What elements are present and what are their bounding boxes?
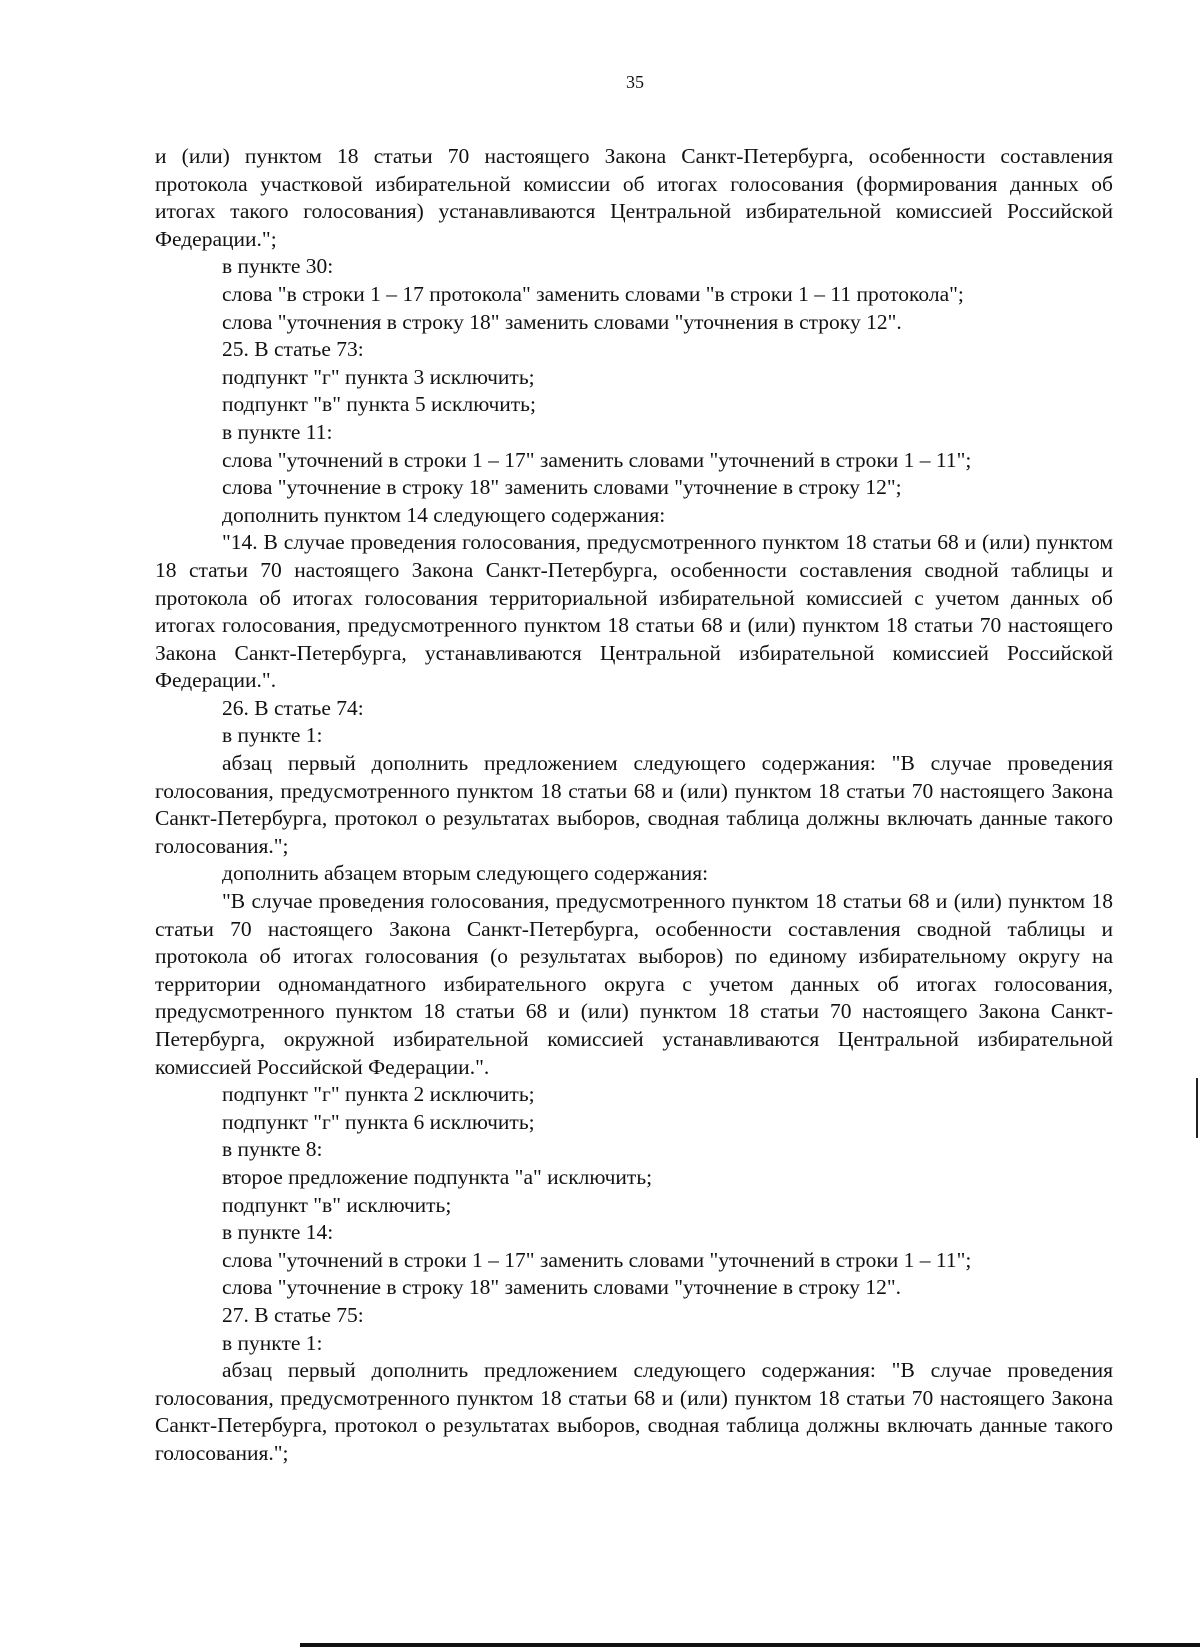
paragraph: слова "уточнение в строку 18" заменить словами "уточнение в строку 12";: [222, 475, 902, 500]
paragraph: и (или) пунктом 18 статьи 70 настоящего Закона Санкт-Петербурга, особенности составления протокола участковой избирательной комиссии об итогах голосования (формирования данных об итогах такого голосования) устанавливаются Центральной избирательной комиссией Российской Федерации.";: [155, 144, 1113, 251]
paragraph: в пункте 1:: [222, 723, 323, 748]
paragraph: слова "в строки 1 – 17 протокола" заменить словами "в строки 1 – 11 протокола";: [222, 281, 964, 306]
paragraph: 26. В статье 74:: [222, 695, 364, 720]
paragraph: 27. В статье 75:: [222, 1302, 364, 1327]
paragraph: абзац первый дополнить предложением следующего содержания: "В случае проведения голосования, предусмотренного пунктом 18 статьи 68 и (или) пунктом 18 статьи 70 настоящего Закона Санкт-Петербурга, протокол о результатах выборов, сводная таблица должны включать данные такого голосования.";: [155, 751, 1113, 858]
paragraph: слова "уточнений в строки 1 – 17" заменить словами "уточнений в строки 1 – 11";: [222, 1247, 972, 1272]
document-body: [155, 143, 1113, 1468]
paragraph: слова "уточнения в строку 18" заменить словами "уточнения в строку 12".: [222, 309, 902, 334]
paragraph: в пункте 14:: [222, 1220, 334, 1245]
paragraph: "В случае проведения голосования, предусмотренного пунктом 18 статьи 68 и (или) пунктом 18 статьи 70 настоящего Закона Санкт-Петербурга, особенности составления сводной таблицы и протокола об итогах голосования (о результатах выборов) по единому избирательному округу на территории одномандатного избирательного округа с учетом данных об итогах голосования, предусмотренного пунктом 18 статьи 68 и (или) пунктом 18 статьи 70 настоящего Закона Санкт-Петербурга, окружной избирательной комиссией устанавливаются Центральной избирательной комиссией Российской Федерации.".: [155, 889, 1113, 1079]
paragraph: дополнить пунктом 14 следующего содержания:: [222, 502, 666, 527]
paragraph: в пункте 8:: [222, 1137, 323, 1162]
paragraph: "14. В случае проведения голосования, предусмотренного пунктом 18 статьи 68 и (или) пунктом 18 статьи 70 настоящего Закона Санкт-Петербурга, особенности составления сводной таблицы и протокола об итогах голосования территориальной избирательной комиссией с учетом данных об итогах голосования, предусмотренного пунктом 18 статьи 68 и (или) пунктом 18 статьи 70 настоящего Закона Санкт-Петербурга, устанавливаются Центральной избирательной комиссией Российской Федерации.".: [155, 530, 1113, 693]
scan-bottom-rule: [300, 1643, 1200, 1647]
paragraph: 25. В статье 73:: [222, 337, 364, 362]
paragraph: слова "уточнений в строки 1 – 17" заменить словами "уточнений в строки 1 – 11";: [222, 447, 972, 472]
paragraph: абзац первый дополнить предложением следующего содержания: "В случае проведения голосования, предусмотренного пунктом 18 статьи 68 и (или) пунктом 18 статьи 70 настоящего Закона Санкт-Петербурга, протокол о результатах выборов, сводная таблица должны включать данные такого голосования.";: [155, 1358, 1113, 1465]
paragraph: подпункт "г" пункта 3 исключить;: [222, 364, 535, 389]
page-number: 35: [626, 72, 644, 92]
paragraph: подпункт "в" исключить;: [222, 1192, 452, 1217]
paragraph: в пункте 30:: [222, 254, 334, 279]
paragraph: в пункте 1:: [222, 1330, 323, 1355]
paragraph: второе предложение подпункта "а" исключить;: [222, 1164, 653, 1189]
paragraph: дополнить абзацем вторым следующего содержания:: [222, 861, 709, 886]
paragraph: слова "уточнение в строку 18" заменить словами "уточнение в строку 12".: [222, 1275, 902, 1300]
paragraph: подпункт "в" пункта 5 исключить;: [222, 392, 536, 417]
paragraph: в пункте 11:: [222, 419, 333, 444]
scan-margin-mark: [1196, 1078, 1198, 1138]
paragraph: подпункт "г" пункта 2 исключить;: [222, 1082, 535, 1107]
paragraph: подпункт "г" пункта 6 исключить;: [222, 1109, 535, 1134]
